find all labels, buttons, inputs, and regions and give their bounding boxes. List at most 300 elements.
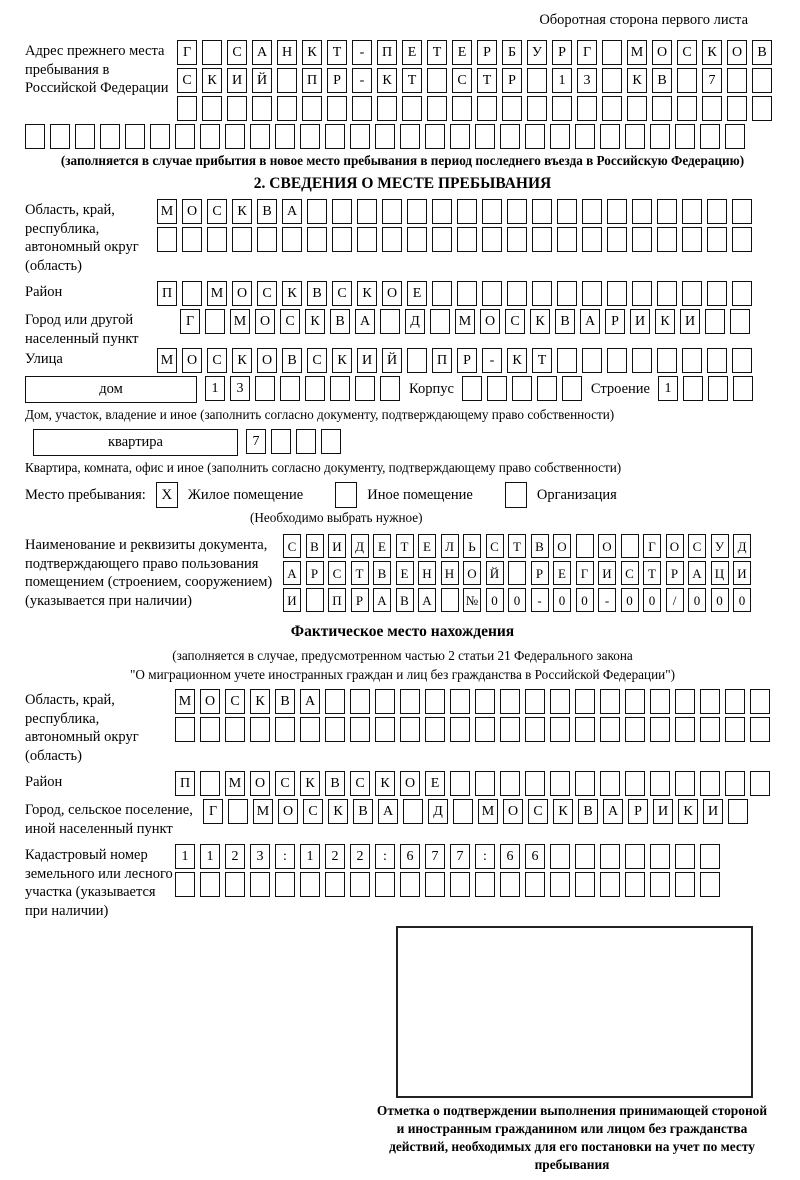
char-cell[interactable] [255, 376, 275, 401]
char-cell[interactable]: В [373, 561, 391, 585]
char-cell[interactable]: Г [643, 534, 661, 558]
char-cell[interactable]: 6 [400, 844, 420, 869]
char-cell[interactable] [150, 124, 170, 149]
char-cell[interactable] [550, 124, 570, 149]
char-cell[interactable] [650, 124, 670, 149]
char-cell[interactable] [200, 717, 220, 742]
char-cell[interactable] [225, 717, 245, 742]
char-cell[interactable]: Е [452, 40, 472, 65]
char-cell[interactable] [550, 771, 570, 796]
char-cell[interactable]: Н [441, 561, 459, 585]
char-cell[interactable]: 7 [425, 844, 445, 869]
char-cell[interactable]: М [253, 799, 273, 824]
char-cell[interactable]: О [480, 309, 500, 334]
char-cell[interactable]: И [703, 799, 723, 824]
char-cell[interactable]: А [252, 40, 272, 65]
char-cell[interactable] [250, 124, 270, 149]
char-cell[interactable]: О [250, 771, 270, 796]
char-cell[interactable]: К [678, 799, 698, 824]
char-cell[interactable] [380, 376, 400, 401]
char-cell[interactable] [375, 872, 395, 897]
char-cell[interactable] [550, 844, 570, 869]
char-cell[interactable]: 2 [350, 844, 370, 869]
char-cell[interactable] [575, 771, 595, 796]
char-cell[interactable] [700, 872, 720, 897]
char-cell[interactable] [475, 717, 495, 742]
char-cell[interactable]: Р [477, 40, 497, 65]
char-cell[interactable]: 3 [577, 68, 597, 93]
char-cell[interactable] [708, 376, 728, 401]
char-cell[interactable]: О [727, 40, 747, 65]
char-cell[interactable]: 0 [486, 588, 504, 612]
char-cell[interactable]: Р [327, 68, 347, 93]
char-cell[interactable]: Е [553, 561, 571, 585]
char-cell[interactable] [407, 199, 427, 224]
char-cell[interactable]: Е [402, 40, 422, 65]
char-cell[interactable] [728, 799, 748, 824]
char-cell[interactable] [250, 872, 270, 897]
char-cell[interactable] [732, 227, 752, 252]
char-cell[interactable] [482, 281, 502, 306]
char-cell[interactable] [550, 717, 570, 742]
char-cell[interactable] [357, 199, 377, 224]
char-cell[interactable] [232, 227, 252, 252]
char-cell[interactable]: С [275, 771, 295, 796]
char-cell[interactable]: 1 [552, 68, 572, 93]
char-cell[interactable]: Д [428, 799, 448, 824]
char-cell[interactable]: О [652, 40, 672, 65]
char-cell[interactable] [507, 281, 527, 306]
char-cell[interactable] [350, 689, 370, 714]
char-cell[interactable]: Б [502, 40, 522, 65]
char-cell[interactable]: - [482, 348, 502, 373]
char-cell[interactable] [400, 717, 420, 742]
char-cell[interactable] [306, 588, 324, 612]
char-cell[interactable]: К [375, 771, 395, 796]
char-cell[interactable] [450, 717, 470, 742]
char-cell[interactable] [352, 96, 372, 121]
char-cell[interactable]: С [303, 799, 323, 824]
char-cell[interactable]: Г [177, 40, 197, 65]
char-cell[interactable] [607, 348, 627, 373]
char-cell[interactable]: К [357, 281, 377, 306]
char-cell[interactable]: Р [605, 309, 625, 334]
char-cell[interactable] [632, 199, 652, 224]
char-cell[interactable]: Т [427, 40, 447, 65]
char-cell[interactable]: Р [502, 68, 522, 93]
char-cell[interactable]: К [232, 199, 252, 224]
char-cell[interactable] [300, 872, 320, 897]
char-cell[interactable] [375, 124, 395, 149]
char-cell[interactable] [100, 124, 120, 149]
char-cell[interactable] [657, 199, 677, 224]
char-cell[interactable] [725, 124, 745, 149]
char-cell[interactable]: И [653, 799, 673, 824]
char-cell[interactable] [450, 689, 470, 714]
char-cell[interactable] [332, 199, 352, 224]
char-cell[interactable]: О [200, 689, 220, 714]
char-cell[interactable] [477, 96, 497, 121]
char-cell[interactable]: И [283, 588, 301, 612]
char-cell[interactable] [325, 124, 345, 149]
char-cell[interactable]: С [307, 348, 327, 373]
char-cell[interactable] [725, 717, 745, 742]
char-cell[interactable] [525, 689, 545, 714]
char-cell[interactable]: М [175, 689, 195, 714]
char-cell[interactable] [175, 872, 195, 897]
char-cell[interactable] [482, 199, 502, 224]
char-cell[interactable] [602, 40, 622, 65]
char-cell[interactable]: 6 [525, 844, 545, 869]
char-cell[interactable] [707, 281, 727, 306]
char-cell[interactable]: О [463, 561, 481, 585]
char-cell[interactable] [432, 227, 452, 252]
char-cell[interactable]: П [175, 771, 195, 796]
char-cell[interactable]: О [232, 281, 252, 306]
char-cell[interactable] [307, 227, 327, 252]
char-cell[interactable] [532, 281, 552, 306]
char-cell[interactable]: 0 [621, 588, 639, 612]
char-cell[interactable] [355, 376, 375, 401]
char-cell[interactable] [675, 771, 695, 796]
char-cell[interactable]: - [352, 40, 372, 65]
char-cell[interactable]: К [250, 689, 270, 714]
char-cell[interactable] [750, 771, 770, 796]
char-cell[interactable] [550, 872, 570, 897]
char-cell[interactable]: Т [396, 534, 414, 558]
char-cell[interactable]: И [630, 309, 650, 334]
char-cell[interactable] [525, 872, 545, 897]
char-cell[interactable]: № [463, 588, 481, 612]
char-cell[interactable]: К [332, 348, 352, 373]
char-cell[interactable] [682, 199, 702, 224]
char-cell[interactable]: Г [576, 561, 594, 585]
char-cell[interactable] [525, 717, 545, 742]
char-cell[interactable] [205, 309, 225, 334]
char-cell[interactable] [325, 717, 345, 742]
char-cell[interactable]: К [282, 281, 302, 306]
checkbox-organization[interactable] [505, 482, 527, 508]
char-cell[interactable]: Е [373, 534, 391, 558]
char-cell[interactable] [625, 689, 645, 714]
char-cell[interactable] [675, 872, 695, 897]
char-cell[interactable] [200, 124, 220, 149]
char-cell[interactable]: Е [425, 771, 445, 796]
char-cell[interactable] [275, 872, 295, 897]
char-cell[interactable] [750, 717, 770, 742]
char-cell[interactable]: В [555, 309, 575, 334]
char-cell[interactable]: 0 [711, 588, 729, 612]
char-cell[interactable]: А [355, 309, 375, 334]
char-cell[interactable]: К [377, 68, 397, 93]
char-cell[interactable] [400, 872, 420, 897]
char-cell[interactable] [502, 96, 522, 121]
char-cell[interactable] [600, 717, 620, 742]
char-cell[interactable]: К [302, 40, 322, 65]
char-cell[interactable] [425, 872, 445, 897]
char-cell[interactable]: 7 [246, 429, 266, 454]
char-cell[interactable]: А [300, 689, 320, 714]
char-cell[interactable] [462, 376, 482, 401]
char-cell[interactable] [625, 872, 645, 897]
char-cell[interactable]: В [396, 588, 414, 612]
char-cell[interactable] [682, 281, 702, 306]
char-cell[interactable]: К [202, 68, 222, 93]
char-cell[interactable]: С [177, 68, 197, 93]
char-cell[interactable]: Р [457, 348, 477, 373]
char-cell[interactable] [621, 534, 639, 558]
char-cell[interactable] [600, 689, 620, 714]
char-cell[interactable] [532, 199, 552, 224]
char-cell[interactable] [725, 771, 745, 796]
char-cell[interactable]: В [531, 534, 549, 558]
char-cell[interactable]: Р [306, 561, 324, 585]
char-cell[interactable] [707, 227, 727, 252]
char-cell[interactable] [557, 281, 577, 306]
char-cell[interactable]: Р [666, 561, 684, 585]
char-cell[interactable]: : [475, 844, 495, 869]
char-cell[interactable] [427, 68, 447, 93]
char-cell[interactable] [430, 309, 450, 334]
char-cell[interactable]: Д [733, 534, 751, 558]
char-cell[interactable]: 3 [230, 376, 250, 401]
char-cell[interactable] [275, 717, 295, 742]
char-cell[interactable] [733, 376, 753, 401]
char-cell[interactable] [407, 227, 427, 252]
char-cell[interactable] [275, 124, 295, 149]
char-cell[interactable] [532, 227, 552, 252]
char-cell[interactable] [457, 199, 477, 224]
char-cell[interactable] [730, 309, 750, 334]
char-cell[interactable] [575, 124, 595, 149]
char-cell[interactable] [632, 348, 652, 373]
char-cell[interactable] [657, 281, 677, 306]
char-cell[interactable]: Й [382, 348, 402, 373]
char-cell[interactable]: Й [252, 68, 272, 93]
char-cell[interactable]: В [307, 281, 327, 306]
char-cell[interactable]: С [283, 534, 301, 558]
char-cell[interactable] [500, 771, 520, 796]
char-cell[interactable] [700, 771, 720, 796]
char-cell[interactable] [625, 717, 645, 742]
char-cell[interactable] [577, 96, 597, 121]
char-cell[interactable] [527, 96, 547, 121]
char-cell[interactable] [175, 124, 195, 149]
char-cell[interactable]: В [353, 799, 373, 824]
char-cell[interactable]: М [455, 309, 475, 334]
char-cell[interactable] [632, 281, 652, 306]
char-cell[interactable] [650, 771, 670, 796]
char-cell[interactable]: С [621, 561, 639, 585]
char-cell[interactable]: Т [477, 68, 497, 93]
char-cell[interactable]: Р [552, 40, 572, 65]
char-cell[interactable] [380, 309, 400, 334]
char-cell[interactable]: В [257, 199, 277, 224]
char-cell[interactable] [425, 124, 445, 149]
char-cell[interactable] [407, 348, 427, 373]
char-cell[interactable] [682, 348, 702, 373]
char-cell[interactable]: О [382, 281, 402, 306]
char-cell[interactable]: А [418, 588, 436, 612]
char-cell[interactable] [482, 227, 502, 252]
char-cell[interactable]: 3 [250, 844, 270, 869]
char-cell[interactable] [582, 281, 602, 306]
char-cell[interactable]: В [282, 348, 302, 373]
char-cell[interactable] [602, 96, 622, 121]
char-cell[interactable]: С [257, 281, 277, 306]
char-cell[interactable] [675, 844, 695, 869]
char-cell[interactable] [607, 281, 627, 306]
char-cell[interactable]: С [227, 40, 247, 65]
char-cell[interactable]: А [282, 199, 302, 224]
char-cell[interactable] [650, 872, 670, 897]
char-cell[interactable] [600, 124, 620, 149]
char-cell[interactable]: В [752, 40, 772, 65]
char-cell[interactable] [250, 717, 270, 742]
char-cell[interactable]: В [330, 309, 350, 334]
char-cell[interactable] [600, 771, 620, 796]
char-cell[interactable] [650, 689, 670, 714]
char-cell[interactable] [700, 689, 720, 714]
char-cell[interactable] [182, 281, 202, 306]
char-cell[interactable]: 0 [733, 588, 751, 612]
char-cell[interactable] [557, 227, 577, 252]
char-cell[interactable]: К [507, 348, 527, 373]
char-cell[interactable] [682, 227, 702, 252]
char-cell[interactable] [280, 376, 300, 401]
char-cell[interactable]: М [157, 199, 177, 224]
char-cell[interactable] [752, 68, 772, 93]
char-cell[interactable] [277, 68, 297, 93]
char-cell[interactable] [50, 124, 70, 149]
char-cell[interactable] [282, 227, 302, 252]
char-cell[interactable] [325, 872, 345, 897]
char-cell[interactable] [582, 348, 602, 373]
char-cell[interactable]: А [378, 799, 398, 824]
char-cell[interactable]: 1 [200, 844, 220, 869]
char-cell[interactable] [627, 96, 647, 121]
char-cell[interactable] [402, 96, 422, 121]
char-cell[interactable] [257, 227, 277, 252]
char-cell[interactable]: Е [418, 534, 436, 558]
char-cell[interactable]: Л [441, 534, 459, 558]
char-cell[interactable] [507, 199, 527, 224]
char-cell[interactable] [675, 124, 695, 149]
char-cell[interactable] [705, 309, 725, 334]
char-cell[interactable]: М [627, 40, 647, 65]
char-cell[interactable]: И [733, 561, 751, 585]
char-cell[interactable] [450, 124, 470, 149]
char-cell[interactable]: И [227, 68, 247, 93]
char-cell[interactable] [625, 844, 645, 869]
char-cell[interactable] [700, 124, 720, 149]
char-cell[interactable]: 6 [500, 844, 520, 869]
char-cell[interactable]: : [375, 844, 395, 869]
char-cell[interactable]: Ц [711, 561, 729, 585]
char-cell[interactable] [25, 124, 45, 149]
char-cell[interactable]: 7 [702, 68, 722, 93]
char-cell[interactable] [675, 689, 695, 714]
char-cell[interactable]: 2 [325, 844, 345, 869]
char-cell[interactable]: Р [628, 799, 648, 824]
char-cell[interactable] [450, 872, 470, 897]
char-cell[interactable]: У [711, 534, 729, 558]
char-cell[interactable] [500, 872, 520, 897]
char-cell[interactable]: А [688, 561, 706, 585]
char-cell[interactable] [350, 717, 370, 742]
char-cell[interactable]: К [655, 309, 675, 334]
char-cell[interactable] [727, 68, 747, 93]
char-cell[interactable]: Г [577, 40, 597, 65]
char-cell[interactable]: А [373, 588, 391, 612]
char-cell[interactable] [500, 689, 520, 714]
char-cell[interactable] [632, 227, 652, 252]
char-cell[interactable]: Г [180, 309, 200, 334]
char-cell[interactable] [625, 771, 645, 796]
char-cell[interactable]: 0 [553, 588, 571, 612]
char-cell[interactable]: Д [351, 534, 369, 558]
char-cell[interactable] [657, 227, 677, 252]
char-cell[interactable] [357, 227, 377, 252]
char-cell[interactable] [252, 96, 272, 121]
char-cell[interactable] [507, 227, 527, 252]
char-cell[interactable]: О [182, 199, 202, 224]
char-cell[interactable] [425, 689, 445, 714]
char-cell[interactable] [177, 96, 197, 121]
char-cell[interactable] [732, 348, 752, 373]
char-cell[interactable]: О [553, 534, 571, 558]
char-cell[interactable]: К [702, 40, 722, 65]
char-cell[interactable]: - [531, 588, 549, 612]
char-cell[interactable] [207, 227, 227, 252]
char-cell[interactable] [375, 717, 395, 742]
char-cell[interactable]: 1 [175, 844, 195, 869]
char-cell[interactable] [508, 561, 526, 585]
char-cell[interactable]: О [278, 799, 298, 824]
char-cell[interactable] [725, 689, 745, 714]
char-cell[interactable] [452, 96, 472, 121]
char-cell[interactable] [475, 689, 495, 714]
char-cell[interactable]: Е [396, 561, 414, 585]
char-cell[interactable] [607, 227, 627, 252]
char-cell[interactable] [525, 124, 545, 149]
char-cell[interactable] [552, 96, 572, 121]
char-cell[interactable] [400, 124, 420, 149]
char-cell[interactable] [500, 717, 520, 742]
char-cell[interactable]: - [352, 68, 372, 93]
char-cell[interactable] [707, 199, 727, 224]
char-cell[interactable] [200, 771, 220, 796]
char-cell[interactable]: М [230, 309, 250, 334]
char-cell[interactable] [225, 124, 245, 149]
char-cell[interactable] [377, 96, 397, 121]
char-cell[interactable] [652, 96, 672, 121]
char-cell[interactable] [307, 199, 327, 224]
char-cell[interactable] [382, 199, 402, 224]
char-cell[interactable]: П [302, 68, 322, 93]
char-cell[interactable] [277, 96, 297, 121]
char-cell[interactable]: 7 [450, 844, 470, 869]
char-cell[interactable]: И [328, 534, 346, 558]
char-cell[interactable] [700, 717, 720, 742]
char-cell[interactable] [550, 689, 570, 714]
char-cell[interactable] [157, 227, 177, 252]
char-cell[interactable] [330, 376, 350, 401]
char-cell[interactable]: С [452, 68, 472, 93]
char-cell[interactable]: В [275, 689, 295, 714]
char-cell[interactable]: К [328, 799, 348, 824]
char-cell[interactable]: О [400, 771, 420, 796]
